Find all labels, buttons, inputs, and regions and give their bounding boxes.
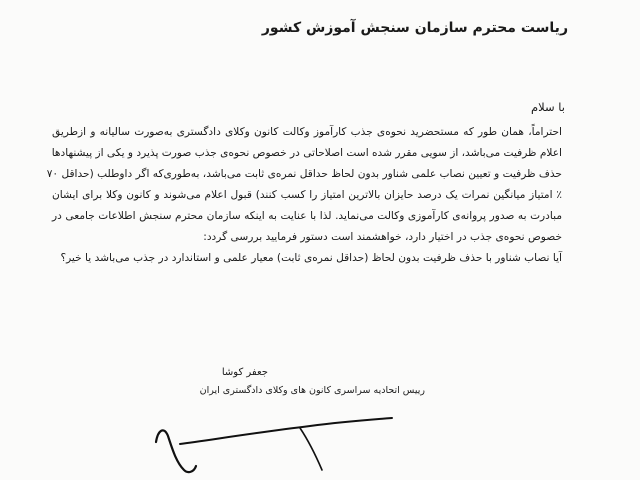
signatory-title: رییس اتحادیه سراسری کانون های وکلای دادگستری ایران <box>199 385 425 396</box>
letter-body-line: احتراماً، همان طور که مستحضرید نحوه‌ی جذب کارآموز وکالت کانون وکلای دادگستری به‌صورت سالیانه و ازطریق <box>52 126 562 138</box>
letter-recipient-title: ریاست محترم سازمان سنجش آموزش کشور <box>261 20 568 36</box>
letter-salutation: با سلام <box>531 100 565 114</box>
letter-body-line: حذف ظرفیت و تعیین نصاب علمی شناور بدون لحاظ حداقل نمره‌ی ثابت می‌باشد، به‌طوری‌که اگر داوطلب (حداقل ۷۰ <box>46 168 562 180</box>
letter-body-line: اعلام ظرفیت می‌باشد، از سویی مقرر شده است اصلاحاتی در خصوص نحوه‌ی جذب صورت پذیرد و یکی از پیشنهادها <box>51 147 562 159</box>
letter-body-line: آیا نصاب شناور با حذف ظرفیت بدون لحاظ (حداقل نمره‌ی ثابت) معیار علمی و استاندارد در جذب می‌باشد یا خیر؟ <box>60 252 562 264</box>
signatory-name: جعفر کوشا <box>221 367 268 378</box>
letter-body-line: خصوص نحوه‌ی جذب در اختیار دارد، خواهشمند است دستور فرمایید بررسی گردد: <box>203 231 562 243</box>
letter-body-line: مبادرت به صدور پروانه‌ی کارآموزی وکالت می‌نماید. لذا با عنایت به اینکه سازمان محترم سنجش اطلاعات جامعی در <box>52 210 562 222</box>
handwritten-signature <box>150 410 400 480</box>
letter-body-line: ٪ امتیاز میانگین نمرات یک درصد حایزان بالاترین امتیاز را کسب کنند) قبول اعلام می‌شوند و کانون وکلا برای ایشان <box>52 189 562 201</box>
